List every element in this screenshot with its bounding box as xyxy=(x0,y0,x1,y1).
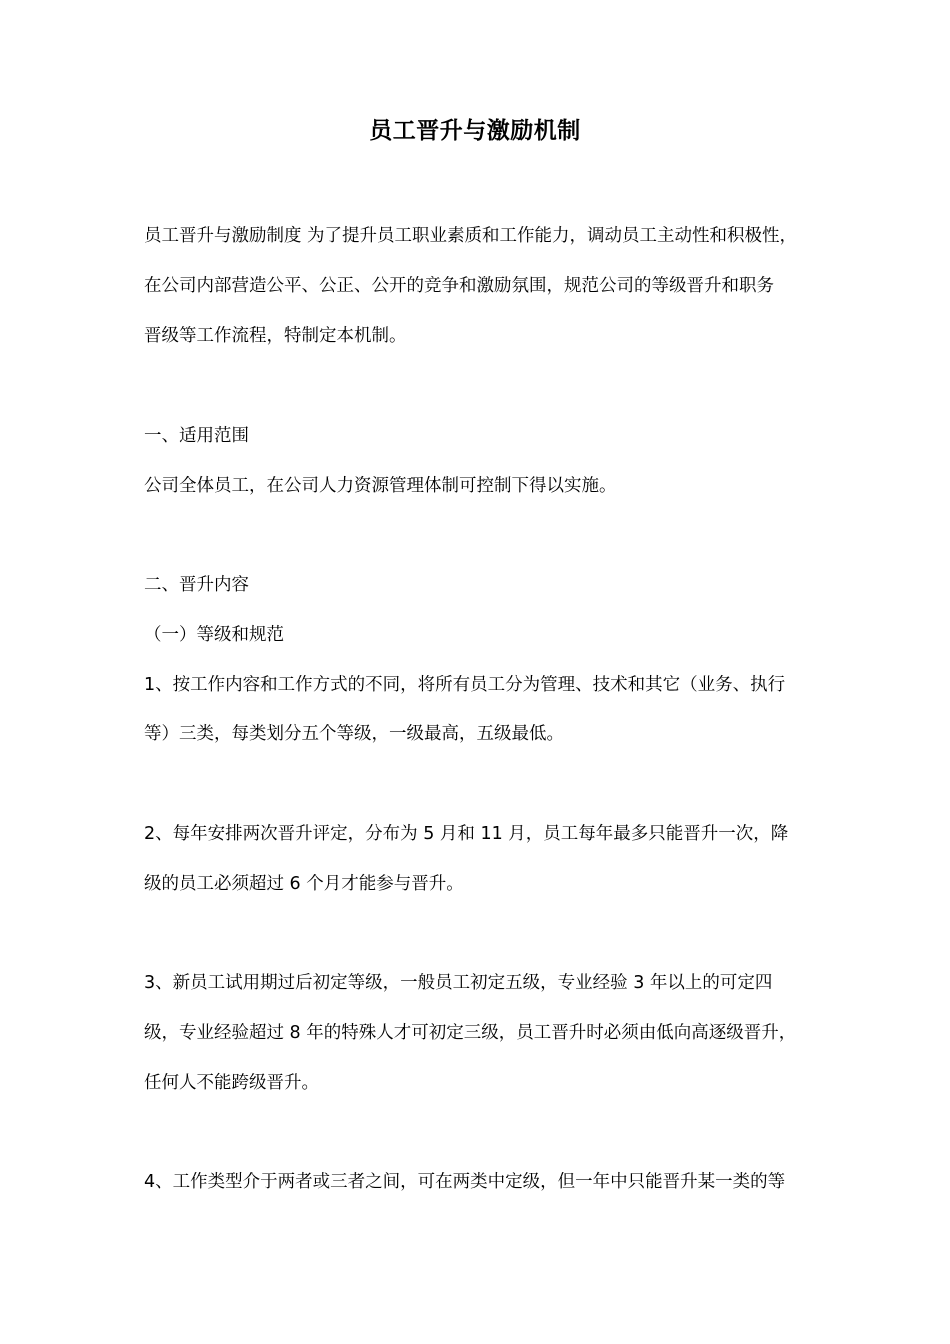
item-3-line-2: 级，专业经验超过 8 年的特殊人才可初定三级，员工晋升时必须由低向高逐级晋升， xyxy=(144,1023,797,1043)
intro-line-1: 员工晋升与激励制度 为了提升员工职业素质和工作能力，调动员工主动性和积极性， xyxy=(144,226,798,246)
item-1-line-2: 等）三类，每类划分五个等级，一级最高，五级最低。 xyxy=(144,724,564,744)
section-heading-promotion: 二、晋升内容 xyxy=(144,575,249,595)
scope-text: 公司全体员工，在公司人力资源管理体制可控制下得以实施。 xyxy=(144,476,617,496)
item-4-line-1: 4、工作类型介于两者或三者之间，可在两类中定级，但一年中只能晋升某一类的等 xyxy=(144,1172,786,1192)
item-2-line-2: 级的员工必须超过 6 个月才能参与晋升。 xyxy=(144,874,464,894)
item-2-line-1: 2、每年安排两次晋升评定，分布为 5 月和 11 月，员工每年最多只能晋升一次，降 xyxy=(144,824,789,844)
intro-line-2: 在公司内部营造公平、公正、公开的竞争和激励氛围，规范公司的等级晋升和职务 xyxy=(144,276,774,296)
subheading-levels: （一）等级和规范 xyxy=(144,625,284,645)
item-1-line-1: 1、按工作内容和工作方式的不同，将所有员工分为管理、技术和其它（业务、执行 xyxy=(144,675,786,695)
item-3-line-1: 3、新员工试用期过后初定等级，一般员工初定五级，专业经验 3 年以上的可定四 xyxy=(144,973,773,993)
intro-line-3: 晋级等工作流程，特制定本机制。 xyxy=(144,326,407,346)
item-3-line-3: 任何人不能跨级晋升。 xyxy=(144,1073,319,1093)
document-title: 员工晋升与激励机制 xyxy=(369,118,581,144)
section-heading-scope: 一、适用范围 xyxy=(144,426,249,446)
